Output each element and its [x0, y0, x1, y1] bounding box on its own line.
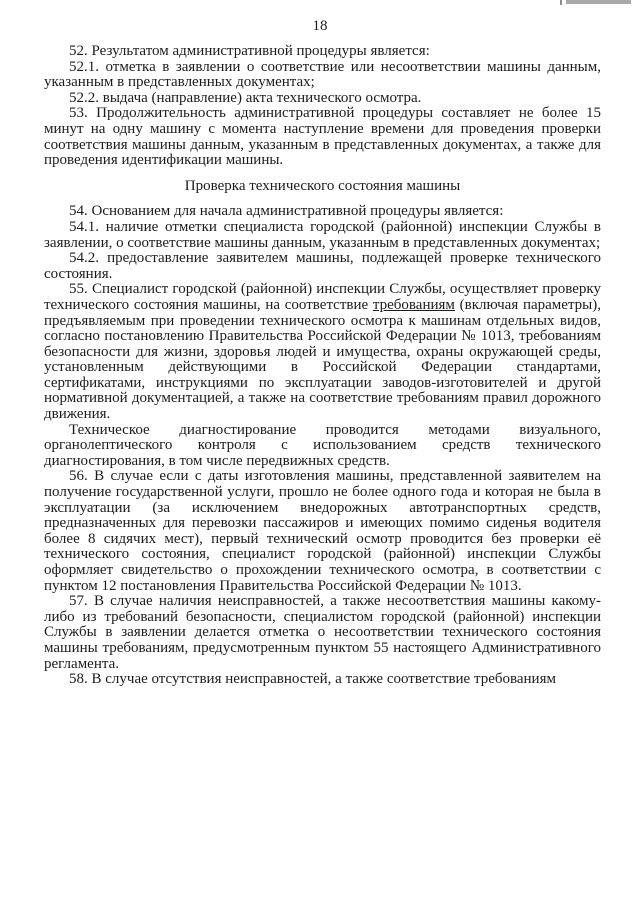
- paragraph-57: 57. В случае наличия неисправностей, а также несоответствия машины какому-либо из требований безопасности, специалистом городской (районной) инспекции Службы в заявлении делается отметка о несоответствии технического состояния машины требованиям, предусмотренным пунктом 55 настоящего Административного регламента.: [44, 593, 601, 672]
- paragraph-54-1: 54.1. наличие отметки специалиста городской (районной) инспекции Службы в заявлении, о соответствие машины данным, указанным в представленных документах;: [44, 218, 601, 251]
- paragraph-52-1: 52.1. отметка в заявлении о соответствие или несоответствии машины данным, указанным в представленных документах;: [44, 58, 601, 91]
- paragraph-55-underlined-term: требованиям: [372, 296, 455, 313]
- paragraph-56: 56. В случае если с даты изготовления машины, представленной заявителем на получение государственной услуги, прошло не более одного года и которая не была в эксплуатации (за исключением внедорожных автотранспортных средств, предназначенных для перевозки пассажиров и имеющих помимо сиденья водителя более 8 сидячих мест), первый технический осмотр проводится без проверки её технического состояния, специалист городской (районной) инспекции Службы оформляет свидетельство о прохождении технического осмотра, в соответствии с пунктом 12 постановления Правительства Российской Федерации № 1013.: [44, 468, 601, 594]
- section-heading: Проверка технического состояния машины: [184, 177, 461, 194]
- paragraph-55-text-start: 55. Специалист городской (районной) инспекции Службы, осуществляет проверку технического состояния машины, на соответствие: [44, 281, 601, 313]
- paragraph-54-2: 54.2. предоставление заявителем машины, подлежащей проверке технического состояния.: [44, 250, 601, 282]
- scan-artifact-tick: [560, 0, 562, 5]
- paragraph-52-2: 52.2. выдача (направление) акта технического осмотра.: [69, 89, 422, 106]
- document-body: [44, 44, 601, 688]
- paragraph-diagnostics: Техническое диагностирование проводится методами визуального, органолептического контроля с использованием средств технического диагностирования, в том числе передвижных средств.: [44, 421, 601, 469]
- paragraph-53: 53. Продолжительность административной процедуры составляет не более 15 минут на одну машину с момента наступление времени для проведения проверки соответствия машины данным, указанным в представленных документах, а также для проведения идентификации машины.: [44, 105, 601, 169]
- paragraph-54: 54. Основанием для начала административной процедуры является:: [69, 203, 504, 220]
- scan-artifact-bar: [566, 0, 631, 4]
- paragraph-55-text-end: (включая параметры), предъявляемым при проведении технического осмотра к машинам отдельных видов, согласно постановлению Правительства Российской Федерации № 1013, требованиям безопасности для жизни, здоровья людей и имущества, охраны окружающей среды, установленным действующими в Российской Федерации стандартами, сертификатами, инструкциями по эксплуатации заводов-изготовителей и другой нормативной документацией, а также на соответствие требованиям правил дорожного движения.: [44, 296, 602, 423]
- paragraph-52: 52. Результатом административной процедуры является:: [69, 43, 430, 59]
- paragraph-58: 58. В случае отсутствия неисправностей, а также соответствие требованиям: [69, 671, 556, 688]
- paragraph-55: [44, 282, 601, 422]
- page-number: 18: [312, 18, 328, 34]
